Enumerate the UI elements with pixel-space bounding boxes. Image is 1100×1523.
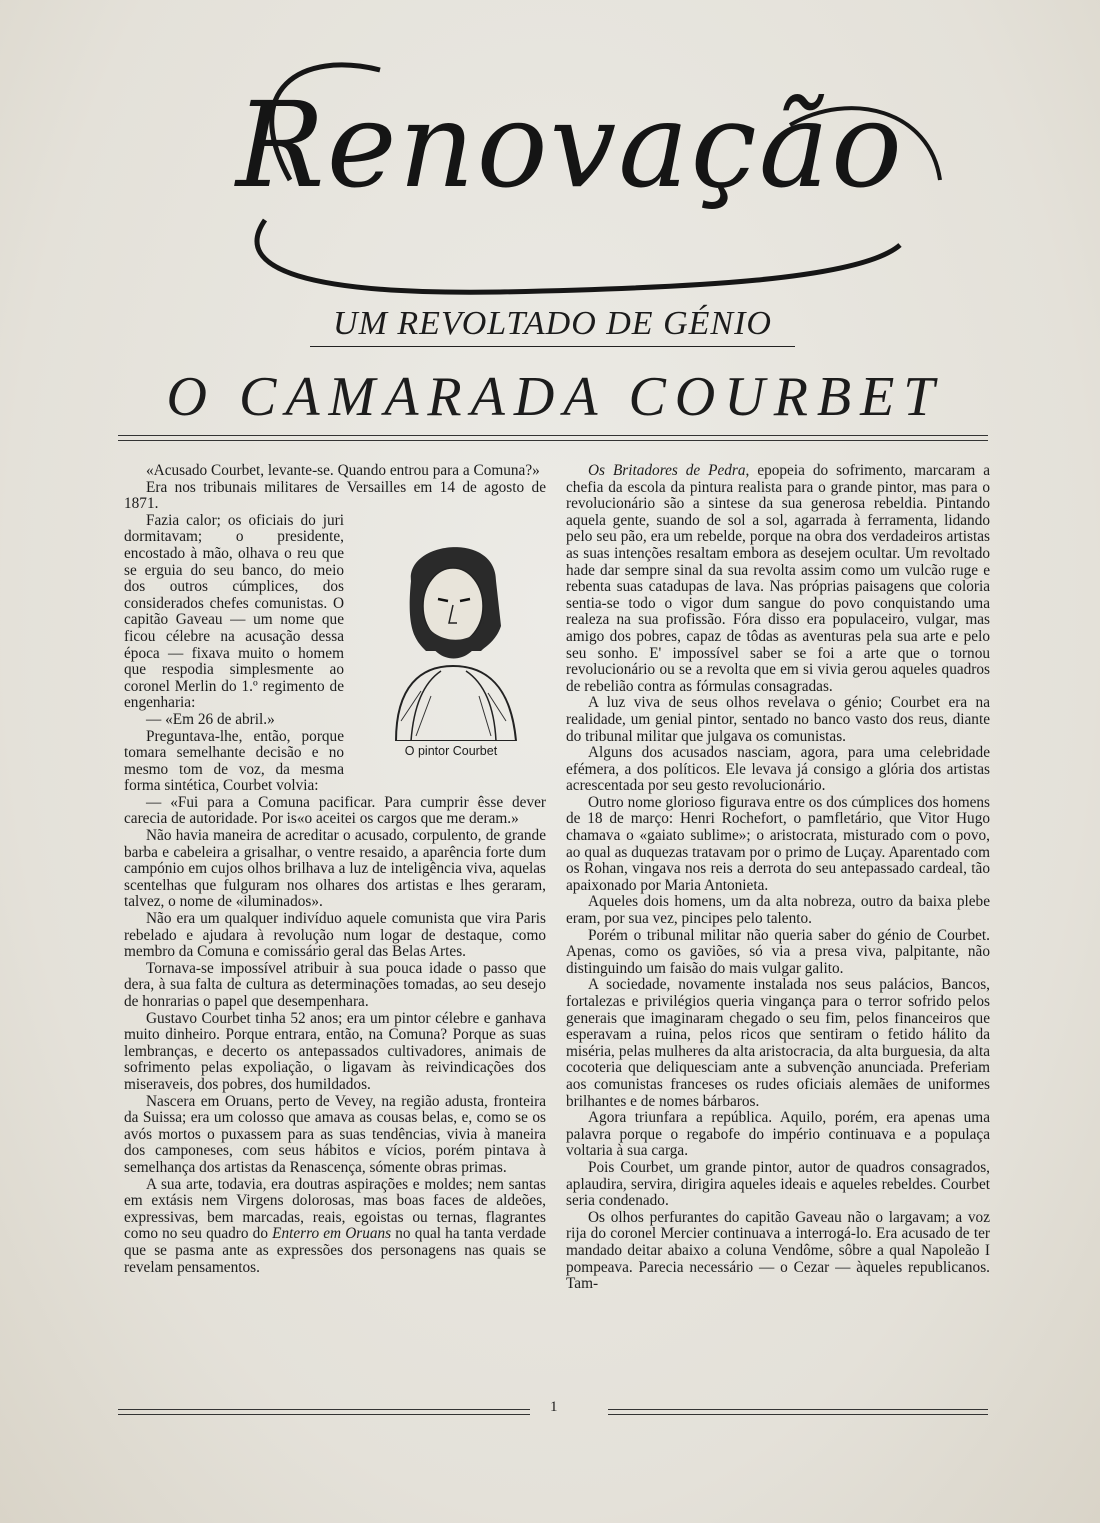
paragraph: Fazia calor; os oficiais do juri dormitavam; o presidente, encostado à mão, olhava o reu que se erguia do seu banco, do meio dos outros cúmplices, dos considerados chefes comunistas. O capitão Gaveau — um nome que ficou célebre na acusação dessa época — fixava muito o homem que respodia simplesmente ao coronel Merlin do 1.º regimento de engenharia: (124, 511, 344, 712)
footer-rule-right (608, 1409, 988, 1415)
painting-title: Os Britadores de Pedra (588, 462, 746, 479)
paragraph: Era nos tribunais militares de Versailles em 14 de agosto de 1871. (124, 478, 546, 513)
paragraph: Pois Courbet, um grande pintor, autor de quadros consagrados, aplaudira, servira, dirigira aqueles ideais e aqueles rebeldes. Courbet seria condenado. (566, 1158, 990, 1210)
portrait-engraving-icon (356, 521, 546, 741)
paragraph (566, 463, 990, 695)
paragraph: Preguntava-lhe, então, porque tomara semelhante decisão e no mesmo tom de voz, da mesma forma sintética, Courbet volvia: (124, 727, 344, 795)
masthead-title: Renovação (235, 76, 905, 214)
paragraph: Porém o tribunal militar não queria saber do génio de Courbet. Apenas, como os gaviões, só via a presa viva, palpitante, não distinguindo um faisão do mais vulgar galito. (566, 926, 990, 977)
paragraph: A sociedade, novamente instalada nos seus palácios, Bancos, fortalezas e privilégios queria vingança para o terror sofrido pelos generais que imaginaram chegado o seu fim, pelos financeiros que esperavam a ruina, pelos ricos que sentiram o fetido hálito da miséria, pelas mulheres da alta aristocracia, da alta burguesia, da alta cocoteria que deliquesciam ante a subvenção anunciada. Preferiam aos comunistas franceses os rudes oficiais alemães de uniformes brilhantes e de nomes bárbaros. (566, 976, 990, 1110)
footer-rule-left (118, 1409, 530, 1415)
article-headline: O CAMARADA COURBET (166, 366, 944, 428)
paragraph: — «Em 26 de abril.» (146, 710, 275, 728)
paragraph (124, 1177, 546, 1277)
article-kicker: UM REVOLTADO DE GÉNIO (310, 305, 795, 347)
paragraph: Os olhos perfurantes do capitão Gaveau não o largavam; a voz rija do coronel Mercier continuava a interrogá-lo. Era acusado de ter mandado deitar abaixo a coluna Vendôme, sôbre a qual Napoleão I pompeava. Parecia necessário — o Cezar — àqueles republicanos. Tam- (566, 1208, 990, 1293)
portrait-figure (356, 521, 546, 760)
paragraph: Nascera em Oruans, perto de Vevey, na região adusta, fronteira da Suissa; era um colosso que amava as cousas belas, e, como se os avós mortos o puxassem para as suas tendências, vivia à maneira dos camponeses, com seus hábitos e vícios, porém pintava à semelhança dos artistas da Renascença, sómente obras primas. (124, 1092, 546, 1176)
text-run: no qual ha tanta verdade que se pasma ante as expressões dos personagens nas quais se revelam pensamentos. (124, 1225, 547, 1276)
paragraph: Agora triunfara a república. Aquilo, porém, era apenas uma palavra porque o regabofe do império continuava e a populaça voltaria à sua carga. (566, 1109, 990, 1160)
text-run: , epopeia do sofrimento, marcaram a chefia da escola da pintura realista para o grande pintor, mas para o revolucionário são a sintese da sua generosa rebeldia. Pintando aquela gente, suando de sol a sol, agarrada à ferramenta, lidando pelo seu pão, era um rebelde, porque na obra dos verdadeiros artistas as suas intenções resaltam embora as desejem ocultar. Um revoltado hade dar sempre sinal da sua revolta assim como um vulcão ruge e rebenta suas catadupas de lava. Nas próprias paisagens que coloria sentia-se todo o vigor dum sangue do povo conquistando uma realeza na sua profissão. Fóra disso era populaceiro, vulgar, mas amigo dos pobres, capaz de tôdas as aventuras pela sua arte e pelo seu sonho. E' impossível saber se foi a arte que o tornou revolucionário ou se a revolta que em si vivia gerou aqueles quadros de rebelião contra as fórmulas consagradas. (566, 462, 990, 695)
right-column (566, 463, 990, 1293)
paragraph: Gustavo Courbet tinha 52 anos; era um pintor célebre e ganhava muito dinheiro. Porque entrara, então, na Comuna? Porque as suas lembranças, e decerto os antepassados cultivadores, animais de sofrimento pelas expoliação, o ligavam às reivindicações dos miseraveis, dos pobres, dos humildados. (124, 1009, 546, 1093)
figure-caption: O pintor Courbet (404, 743, 498, 758)
left-column (124, 463, 546, 1276)
painting-title: Enterro em Oruans (272, 1225, 392, 1243)
paragraph: A luz viva de seus olhos revelava o génio; Courbet era na realidade, um genial pintor, sentado no banco vasto dos reus, diante do tribunal militar que julgava os comunistas. (566, 694, 990, 745)
paragraph: «Acusado Courbet, levante-se. Quando entrou para a Comuna?» (146, 462, 540, 479)
paragraph: Não havia maneira de acreditar o acusado, corpulento, de grande barba e cabeleira a grisalhar, o ventre resaido, a aparência forte dum campónio em cujos olhos brilhava a luz de inteligência viva, aquelas scentelhas que fulguram nos olhares dos artistas e lhes geraram, talvez, o nome de «iluminados». (124, 827, 546, 911)
header-rule (118, 435, 988, 441)
paragraph: Não era um qualquer indivíduo aquele comunista que vira Paris rebelado e ajudara à revolução num logar de destaque, como membro da Comuna e comissário geral das Belas Artes. (124, 910, 546, 961)
paragraph: Tornava-se impossível atribuir à sua pouca idade o passo que dera, à sua falta de cultura as determinações tomadas, ao seu desejo de honrarias o papel que desempenhara. (124, 959, 546, 1010)
paragraph: Aqueles dois homens, um da alta nobreza, outro da baixa plebe eram, por sua vez, pincipes pelo talento. (566, 893, 990, 928)
paragraph: Alguns dos acusados nasciam, agora, para uma celebridade efémera, a dos políticos. Ele levava já consigo a glória dos artistas acrescentada por seu gesto revolucionário. (566, 744, 990, 795)
text-run: A sua arte, todavia, era doutras aspirações e moldes; nem santas em extásis nem Virgens dolorosas, mas boas faces de aldeões, expressivas, bem marcadas, reais, egoistas ou ternas, flagrantes como no seu quadro do (124, 1175, 546, 1243)
masthead (170, 30, 970, 300)
paragraph: Outro nome glorioso figurava entre os dos cúmplices dos homens de 18 de março: Henri Rochefort, o pamfletário, que Vitor Hugo chamava o «gaiato sublime»; o aristocrata, misturado com o povo, ao qual as duquezas tratavam por o primo de Luçay. Aparentado com os Rohan, vingava nos reis a derrota do seu antepassado cardeal, tão apaixonado por Maria Antonieta. (566, 793, 990, 894)
page-number: 1 (550, 1399, 558, 1415)
paragraph: — «Fui para a Comuna pacificar. Para cumprir êsse dever carecia de autoridade. Por is«o aceitei os cargos que me deram.» (124, 793, 546, 828)
